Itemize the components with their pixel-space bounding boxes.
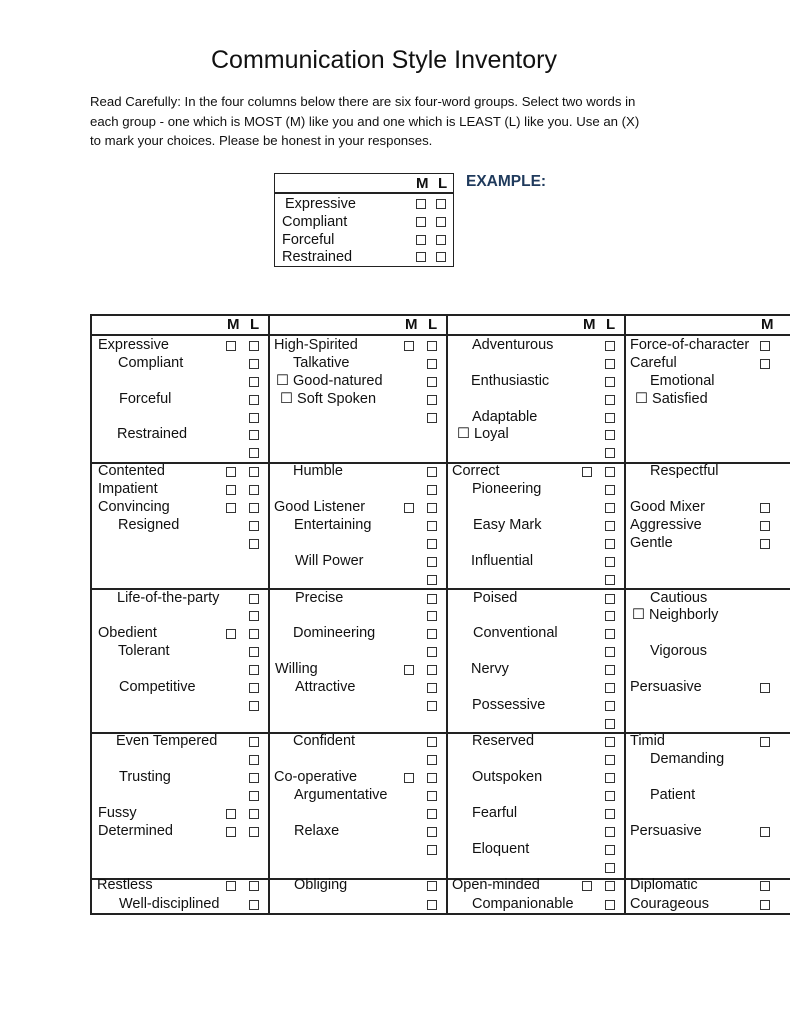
choice-checkbox[interactable] [249,701,259,711]
choice-checkbox[interactable] [605,539,615,549]
instructions-line: Read Carefully: In the four columns below there are six four-word groups. Select two words in [90,94,636,109]
instructions-line: each group - one which is MOST (M) like you and one which is LEAST (L) like you. Use an (X) [90,113,640,129]
most-header: M [761,316,774,333]
word-option: ☐ Good-natured [276,373,383,389]
word-option: Adventurous [472,337,554,353]
choice-checkbox[interactable] [760,683,770,693]
choice-checkbox[interactable] [404,341,414,351]
word-option: Determined [98,823,173,839]
example-checkbox[interactable] [436,217,446,227]
choice-checkbox[interactable] [605,611,615,621]
word-option: Good Mixer [630,499,705,515]
choice-checkbox[interactable] [249,467,259,477]
word-option: Precise [295,590,344,606]
choice-checkbox[interactable] [605,430,615,440]
word-option: Resigned [118,517,180,533]
word-option: Timid [630,733,665,749]
word-option: Argumentative [294,787,388,803]
choice-checkbox[interactable] [427,594,437,604]
choice-checkbox[interactable] [404,665,414,675]
choice-checkbox[interactable] [249,881,259,891]
choice-checkbox[interactable] [427,773,437,783]
choice-checkbox[interactable] [226,629,236,639]
choice-checkbox[interactable] [427,485,437,495]
word-option: Willing [275,661,318,677]
word-option: Possessive [472,697,546,713]
word-option: Contented [98,463,165,479]
choice-checkbox[interactable] [427,845,437,855]
choice-checkbox[interactable] [226,341,236,351]
choice-checkbox[interactable] [605,413,615,423]
choice-checkbox[interactable] [605,557,615,567]
word-option: Impatient [98,481,158,497]
word-option: Conventional [473,625,558,641]
choice-checkbox[interactable] [582,467,592,477]
word-option: Persuasive [630,679,702,695]
choice-checkbox[interactable] [226,881,236,891]
choice-checkbox[interactable] [760,341,770,351]
choice-checkbox[interactable] [427,521,437,531]
choice-checkbox[interactable] [226,467,236,477]
choice-checkbox[interactable] [605,594,615,604]
choice-checkbox[interactable] [226,809,236,819]
least-header: L [606,316,616,333]
word-option: Restrained [117,426,188,442]
word-option: Nervy [471,661,509,677]
column-rule [624,314,626,915]
word-option: Correct [452,463,500,479]
example-most-header: M [416,175,429,192]
choice-checkbox[interactable] [427,827,437,837]
inventory-grid [90,314,774,915]
example-checkbox[interactable] [436,235,446,245]
word-option: Emotional [650,373,715,389]
choice-checkbox[interactable] [427,611,437,621]
word-option: Reserved [472,733,535,749]
word-option: ☐ Satisfied [635,391,708,407]
choice-checkbox[interactable] [605,485,615,495]
example-checkbox[interactable] [416,252,426,262]
choice-checkbox[interactable] [249,539,259,549]
choice-checkbox[interactable] [427,791,437,801]
most-header: M [405,316,418,333]
word-option: Co-operative [274,769,358,785]
choice-checkbox[interactable] [605,665,615,675]
word-option: Easy Mark [473,517,542,533]
word-option: Adaptable [472,409,538,425]
example-least-header: L [438,175,448,192]
choice-checkbox[interactable] [605,647,615,657]
choice-checkbox[interactable] [427,701,437,711]
choice-checkbox[interactable] [427,467,437,477]
choice-checkbox[interactable] [427,413,437,423]
word-option: Poised [473,590,518,606]
choice-checkbox[interactable] [605,503,615,513]
word-option: Obliging [294,877,348,893]
word-option: Convincing [98,499,170,515]
instructions [90,92,690,151]
word-option: Pioneering [472,481,542,497]
choice-checkbox[interactable] [427,755,437,765]
choice-checkbox[interactable] [249,430,259,440]
choice-checkbox[interactable] [605,575,615,585]
word-option: Fearful [472,805,518,821]
choice-checkbox[interactable] [249,773,259,783]
choice-checkbox[interactable] [249,485,259,495]
choice-checkbox[interactable] [605,683,615,693]
word-option: Enthusiastic [471,373,550,389]
choice-checkbox[interactable] [427,377,437,387]
word-option: Humble [293,463,343,479]
column-rule [90,314,92,915]
choice-checkbox[interactable] [404,503,414,513]
choice-checkbox[interactable] [249,737,259,747]
choice-checkbox[interactable] [605,845,615,855]
example-word: Compliant [282,214,348,230]
grid-bottom-rule [90,913,790,915]
choice-checkbox[interactable] [226,827,236,837]
word-option: Forceful [119,391,172,407]
choice-checkbox[interactable] [760,521,770,531]
choice-checkbox[interactable] [760,359,770,369]
word-option: Good Listener [274,499,366,515]
choice-checkbox[interactable] [249,395,259,405]
example-header [275,174,453,194]
word-option: Relaxe [294,823,340,839]
example-table [274,173,454,267]
choice-checkbox[interactable] [427,809,437,819]
word-option: Life-of-the-party [117,590,220,606]
choice-checkbox[interactable] [605,719,615,729]
choice-checkbox[interactable] [760,737,770,747]
choice-checkbox[interactable] [605,467,615,477]
word-option: Open-minded [452,877,540,893]
choice-checkbox[interactable] [760,827,770,837]
grid-top-rule [90,314,790,316]
choice-checkbox[interactable] [427,539,437,549]
word-option: Obedient [98,625,157,641]
choice-checkbox[interactable] [249,665,259,675]
choice-checkbox[interactable] [427,395,437,405]
choice-checkbox[interactable] [427,575,437,585]
word-option: Patient [650,787,696,803]
example-word: Restrained [282,249,353,265]
word-option: Confident [293,733,356,749]
choice-checkbox[interactable] [605,701,615,711]
choice-checkbox[interactable] [249,827,259,837]
word-option: Entertaining [294,517,372,533]
most-header: M [227,316,240,333]
choice-checkbox[interactable] [427,557,437,567]
example-word: Expressive [285,196,356,212]
choice-checkbox[interactable] [760,539,770,549]
choice-checkbox[interactable] [249,413,259,423]
choice-checkbox[interactable] [605,395,615,405]
column-rule [446,314,448,915]
word-option: Even Tempered [116,733,218,749]
choice-checkbox[interactable] [427,629,437,639]
choice-checkbox[interactable] [226,503,236,513]
choice-checkbox[interactable] [427,665,437,675]
choice-checkbox[interactable] [249,341,259,351]
word-option: Influential [471,553,534,569]
example-checkbox[interactable] [436,252,446,262]
word-option: Attractive [295,679,356,695]
choice-checkbox[interactable] [605,521,615,531]
choice-checkbox[interactable] [427,341,437,351]
choice-checkbox[interactable] [249,647,259,657]
word-option: Diplomatic [630,877,698,893]
choice-checkbox[interactable] [760,900,770,910]
word-option: Restless [97,877,153,893]
least-header: L [250,316,260,333]
word-option: Will Power [295,553,364,569]
choice-checkbox[interactable] [605,773,615,783]
word-option: Competitive [119,679,196,695]
choice-checkbox[interactable] [249,629,259,639]
choice-checkbox[interactable] [605,755,615,765]
word-option: Respectful [650,463,719,479]
choice-checkbox[interactable] [249,683,259,693]
choice-checkbox[interactable] [249,900,259,910]
choice-checkbox[interactable] [226,485,236,495]
choice-checkbox[interactable] [249,359,259,369]
choice-checkbox[interactable] [582,881,592,891]
choice-checkbox[interactable] [605,629,615,639]
choice-checkbox[interactable] [605,900,615,910]
word-option: Compliant [118,355,184,371]
choice-checkbox[interactable] [249,755,259,765]
word-option: Gentle [630,535,673,551]
choice-checkbox[interactable] [605,881,615,891]
word-option: High-Spirited [274,337,358,353]
word-option: Cautious [650,590,708,606]
choice-checkbox[interactable] [249,448,259,458]
choice-checkbox[interactable] [249,611,259,621]
choice-checkbox[interactable] [249,503,259,513]
word-option: Force-of-character [630,337,750,353]
choice-checkbox[interactable] [605,341,615,351]
word-option: Trusting [119,769,171,785]
choice-checkbox[interactable] [605,809,615,819]
word-option: Expressive [98,337,169,353]
example-label: EXAMPLE: [466,173,547,190]
instructions-line: to mark your choices. Please be honest in your responses. [90,133,433,148]
word-option: ☐ Loyal [457,426,509,442]
choice-checkbox[interactable] [605,791,615,801]
page-title: Communication Style Inventory [211,46,557,74]
choice-checkbox[interactable] [427,737,437,747]
choice-checkbox[interactable] [760,503,770,513]
example-checkbox[interactable] [416,217,426,227]
word-option: Aggressive [630,517,702,533]
word-option: Careful [630,355,677,371]
header-rule [90,334,790,336]
word-option: Courageous [630,896,709,912]
least-header: L [428,316,438,333]
choice-checkbox[interactable] [605,448,615,458]
choice-checkbox[interactable] [605,377,615,387]
choice-checkbox[interactable] [404,773,414,783]
column-rule [268,314,270,915]
choice-checkbox[interactable] [427,503,437,513]
word-option: Persuasive [630,823,702,839]
choice-checkbox[interactable] [605,359,615,369]
word-option: Tolerant [118,643,170,659]
choice-checkbox[interactable] [605,863,615,873]
choice-checkbox[interactable] [605,737,615,747]
choice-checkbox[interactable] [249,809,259,819]
example-checkbox[interactable] [416,199,426,209]
word-option: Outspoken [472,769,543,785]
example-checkbox[interactable] [416,235,426,245]
word-option: ☐ Soft Spoken [280,391,377,407]
word-option: Domineering [293,625,376,641]
choice-checkbox[interactable] [249,377,259,387]
example-word: Forceful [282,232,335,248]
choice-checkbox[interactable] [427,359,437,369]
choice-checkbox[interactable] [249,521,259,531]
word-option: Talkative [293,355,350,371]
word-option: Demanding [650,751,725,767]
choice-checkbox[interactable] [605,827,615,837]
choice-checkbox[interactable] [249,791,259,801]
word-option: Vigorous [650,643,707,659]
word-option: Companionable [472,896,574,912]
word-option: Eloquent [472,841,530,857]
choice-checkbox[interactable] [760,881,770,891]
choice-checkbox[interactable] [427,647,437,657]
example-checkbox[interactable] [436,199,446,209]
word-option: ☐ Neighborly [632,607,719,623]
word-option: Well-disciplined [119,896,220,912]
choice-checkbox[interactable] [427,683,437,693]
choice-checkbox[interactable] [427,881,437,891]
choice-checkbox[interactable] [249,594,259,604]
choice-checkbox[interactable] [427,900,437,910]
most-header: M [583,316,596,333]
word-option: Fussy [98,805,137,821]
